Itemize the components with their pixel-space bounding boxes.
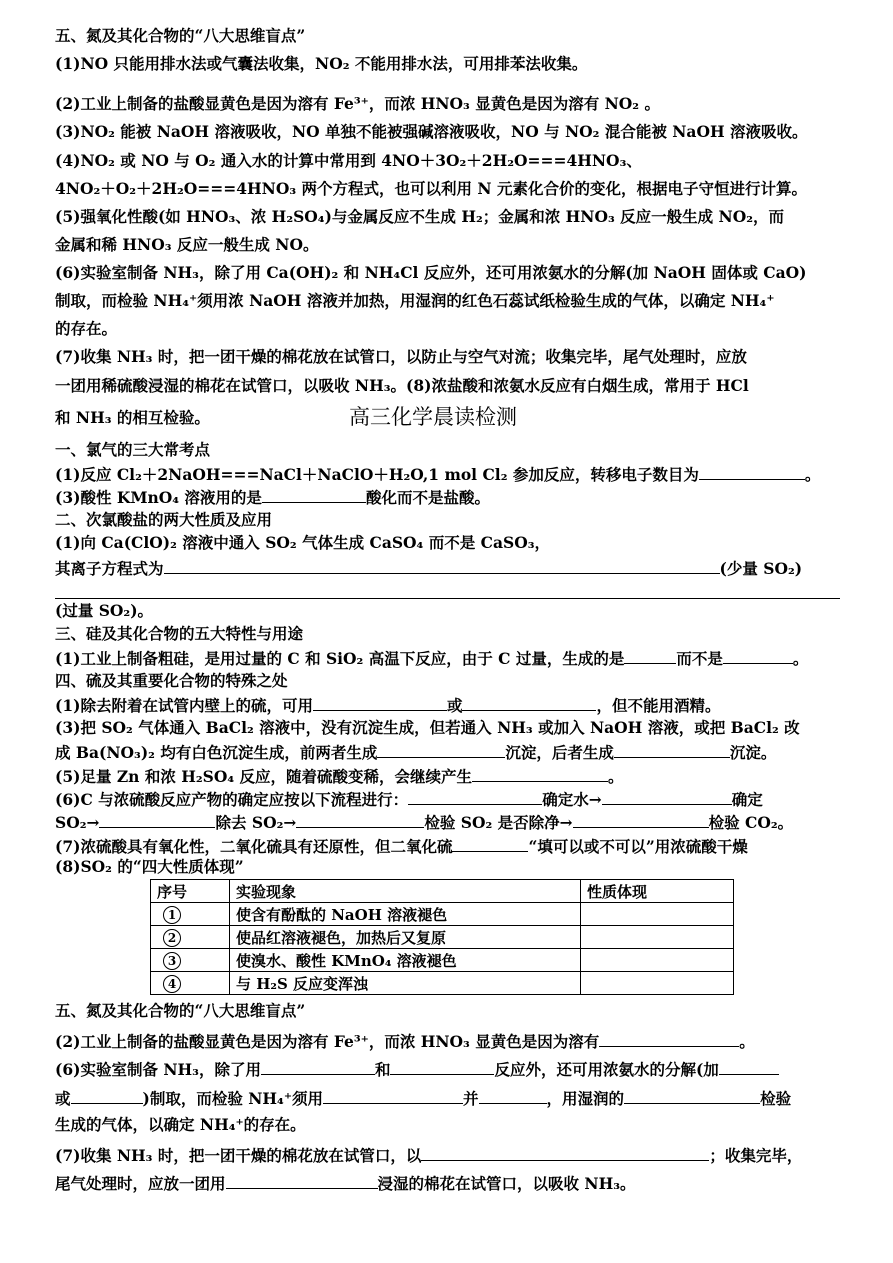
question-text: (1)工业上制备粗硅，是用过量的 C 和 SiO₂ 高温下反应，由于 C 过量，生成的是 — [55, 649, 625, 668]
circled-number: 1 — [163, 906, 181, 924]
answer-blank[interactable] — [699, 463, 805, 480]
text-line: 制取，而检验 NH₄⁺须用浓 NaOH 溶液并加热，用湿润的红色石蕊试纸检验生成的气体，以确定 NH₄⁺ — [55, 291, 775, 310]
question-text: 而不是 — [676, 649, 723, 668]
question-text: “填可以或不可以”用浓硫酸干燥 — [528, 837, 748, 856]
table-row — [151, 926, 734, 949]
question-text: 或 — [55, 1089, 71, 1108]
text-line: (2)工业上制备的盐酸显黄色是因为溶有 Fe³⁺，而浓 HNO₃ 显黄色是因为溶有 NO₂ 。 — [55, 94, 660, 113]
question-line — [55, 1030, 755, 1052]
section-heading: 五、氮及其化合物的“八大思维盲点” — [55, 26, 306, 45]
circled-number: 4 — [163, 975, 181, 993]
text-line: 4NO₂＋O₂＋2H₂O===4HNO₃ 两个方程式，也可以利用 N 元素化合价的变化，根据电子守恒进行计算。 — [55, 179, 807, 198]
answer-blank[interactable] — [462, 694, 596, 711]
text-line: (5)强氧化性酸(如 HNO₃、浓 H₂SO₄)与金属反应不生成 H₂；金属和浓 HNO₃ 反应一般生成 NO₂，而 — [55, 207, 785, 226]
question-text: 检验 — [760, 1089, 792, 1108]
question-text: 沉淀。 — [729, 743, 777, 762]
question-text: (5)足量 Zn 和浓 H₂SO₄ 反应，随着硫酸变稀，会继续产生 — [55, 767, 473, 786]
text-line: (3)把 SO₂ 气体通入 BaCl₂ 溶液中，没有沉淀生成，但若通入 NH₃ 或加入 NaOH 溶液，或把 BaCl₂ 改 — [55, 718, 800, 737]
answer-blank[interactable] — [164, 557, 720, 574]
property-answer-cell[interactable] — [581, 949, 734, 972]
question-text: (少量 SO₂) — [719, 559, 803, 578]
text-line: 和 NH₃ 的相互检验。 — [55, 408, 210, 427]
question-text: (1)反应 Cl₂＋2NaOH===NaCl＋NaClO＋H₂O,1 mol Cl₂ 参加反应，转移电子数目为 — [55, 465, 699, 484]
question-text: 检验 CO₂。 — [708, 813, 794, 832]
text-line: (1)向 Ca(ClO)₂ 溶液中通入 SO₂ 气体生成 CaSO₄ 而不是 CaSO₃， — [55, 533, 551, 552]
property-answer-cell[interactable] — [581, 903, 734, 926]
phenomenon-cell: 使溴水、酸性 KMnO₄ 溶液褪色 — [230, 949, 581, 972]
question-text: (2)工业上制备的盐酸显黄色是因为溶有 Fe³⁺，而浓 HNO₃ 显黄色是因为溶有 — [55, 1032, 600, 1051]
circled-number: 2 — [163, 929, 181, 947]
text-line: 一团用稀硫酸浸湿的棉花在试管口，以吸收 NH₃。(8)浓盐酸和浓氨水反应有白烟生成，常用于 HCl — [55, 376, 749, 395]
table-header: 序号 — [151, 880, 230, 903]
question-line — [55, 1172, 636, 1194]
question-text: 浸湿的棉花在试管口，以吸收 NH₃。 — [377, 1174, 636, 1193]
phenomenon-cell: 使含有酚酞的 NaOH 溶液褪色 — [230, 903, 581, 926]
question-text: 。 — [608, 767, 624, 786]
answer-blank[interactable] — [313, 694, 447, 711]
question-line — [55, 463, 820, 485]
section-heading: 五、氮及其化合物的“八大思维盲点” — [55, 1001, 306, 1020]
phenomenon-cell: 与 H₂S 反应变浑浊 — [230, 972, 581, 995]
question-line — [55, 694, 721, 716]
answer-blank[interactable] — [602, 788, 732, 805]
text-line: (1)NO 只能用排水法或气囊法收集，NO₂ 不能用排水法，可用排苯法收集。 — [55, 54, 588, 73]
question-line — [55, 1058, 779, 1080]
answer-blank[interactable] — [261, 1058, 375, 1075]
answer-blank[interactable] — [390, 1058, 494, 1075]
question-text: 成 Ba(NO₃)₂ 均有白色沉淀生成，前两者生成 — [55, 743, 378, 762]
answer-blank[interactable] — [723, 647, 793, 664]
question-text: 。 — [804, 465, 821, 484]
question-line — [55, 788, 763, 810]
question-text: (7)收集 NH₃ 时，把一团干燥的棉花放在试管口，以 — [55, 1146, 422, 1165]
table-row — [151, 972, 734, 995]
question-text: 尾气处理时，应放一团用 — [55, 1174, 226, 1193]
question-text: 或 — [446, 696, 463, 715]
table-row — [151, 949, 734, 972]
question-text: (6)C 与浓硫酸反应产物的确定应按以下流程进行： — [55, 790, 409, 809]
question-text: ，但不能用酒精。 — [596, 696, 721, 715]
question-text: 。 — [739, 1032, 755, 1051]
text-line: 金属和稀 HNO₃ 反应一般生成 NO。 — [55, 235, 319, 254]
text-line: (过量 SO₂)。 — [55, 601, 154, 620]
answer-blank[interactable] — [296, 811, 424, 828]
question-text: 沉淀，后者生成 — [505, 743, 614, 762]
answer-blank[interactable] — [71, 1087, 143, 1104]
so2-properties-table — [150, 879, 734, 995]
question-text: 酸化而不是盐酸。 — [365, 488, 490, 507]
question-text: 并 — [463, 1089, 479, 1108]
question-text: )制取，而检验 NH₄⁺须用 — [142, 1089, 324, 1108]
table-header-row — [151, 880, 734, 903]
answer-blank[interactable] — [323, 1087, 463, 1104]
answer-blank[interactable] — [479, 1087, 547, 1104]
question-line — [55, 1144, 802, 1166]
row-number-cell — [151, 926, 230, 949]
answer-blank[interactable] — [624, 1087, 760, 1104]
text-line: 生成的气体，以确定 NH₄⁺的存在。 — [55, 1115, 306, 1134]
answer-blank[interactable] — [377, 741, 505, 758]
question-line — [55, 557, 802, 579]
question-text: 。 — [792, 649, 809, 668]
question-text: SO₂→ — [55, 813, 100, 832]
answer-blank[interactable] — [614, 741, 730, 758]
table-header: 性质体现 — [581, 880, 734, 903]
text-line: (4)NO₂ 或 NO 与 O₂ 通入水的计算中常用到 4NO＋3O₂＋2H₂O===4HNO₃、 — [55, 151, 642, 170]
question-text: (1)除去附着在试管内壁上的硫，可用 — [55, 696, 313, 715]
answer-blank[interactable] — [599, 1030, 739, 1047]
question-text: ；收集完毕， — [709, 1146, 803, 1165]
question-text: 其离子方程式为 — [55, 559, 164, 578]
question-line — [55, 1087, 791, 1109]
question-line — [55, 486, 490, 508]
answer-blank[interactable] — [472, 765, 608, 782]
row-number-cell — [151, 903, 230, 926]
question-line — [55, 741, 776, 763]
answer-blank[interactable] — [421, 1144, 709, 1161]
text-line: (3)NO₂ 能被 NaOH 溶液吸收，NO 单独不能被强碱溶液吸收，NO 与 NO₂ 混合能被 NaOH 溶液吸收。 — [55, 122, 808, 141]
row-number-cell — [151, 972, 230, 995]
question-text: 除去 SO₂→ — [215, 813, 297, 832]
question-line — [55, 765, 624, 787]
answer-blank[interactable] — [719, 1058, 779, 1075]
question-text: 确定水→ — [542, 790, 602, 809]
answer-blank[interactable] — [226, 1172, 378, 1189]
answer-blank[interactable] — [452, 835, 528, 852]
question-text: 和 — [374, 1060, 391, 1079]
question-line — [55, 835, 748, 857]
text-line: (6)实验室制备 NH₃，除了用 Ca(OH)₂ 和 NH₄Cl 反应外，还可用浓氨水的分解(加 NaOH 固体或 CaO) — [55, 263, 807, 282]
property-answer-cell[interactable] — [581, 972, 734, 995]
question-text: 确定 — [731, 790, 763, 809]
answer-blank[interactable] — [99, 811, 215, 828]
section-heading: 四、硫及其重要化合物的特殊之处 — [55, 671, 288, 690]
question-text: (3)酸性 KMnO₄ 溶液用的是 — [55, 488, 262, 507]
answer-blank[interactable] — [262, 486, 366, 503]
text-line: 的存在。 — [55, 319, 118, 338]
section-heading: 二、次氯酸盐的两大性质及应用 — [55, 510, 273, 529]
property-answer-cell[interactable] — [581, 926, 734, 949]
section-heading: 一、氯气的三大常考点 — [55, 440, 211, 459]
section-heading: 三、硅及其化合物的五大特性与用途 — [55, 624, 304, 643]
question-text: 检验 SO₂ 是否除净→ — [424, 813, 573, 832]
question-line — [55, 811, 793, 833]
text-line: (8)SO₂ 的“四大性质体现” — [55, 857, 244, 876]
text-line: (7)收集 NH₃ 时，把一团干燥的棉花放在试管口，以防止与空气对流；收集完毕，尾气处理时，应放 — [55, 347, 747, 366]
circled-number: 3 — [163, 952, 181, 970]
table-header: 实验现象 — [230, 880, 581, 903]
question-line — [55, 647, 808, 669]
row-number-cell — [151, 949, 230, 972]
question-text: (6)实验室制备 NH₃，除了用 — [55, 1060, 261, 1079]
answer-blank[interactable] — [408, 788, 542, 805]
page-title: 高三化学晨读检测 — [349, 405, 517, 429]
question-text: ，用湿润的 — [546, 1089, 625, 1108]
answer-blank[interactable] — [573, 811, 709, 828]
answer-blank-full-line[interactable] — [55, 598, 840, 599]
phenomenon-cell: 使品红溶液褪色，加热后又复原 — [230, 926, 581, 949]
answer-blank[interactable] — [624, 647, 676, 664]
table-row — [151, 903, 734, 926]
question-text: (7)浓硫酸具有氧化性，二氧化硫具有还原性，但二氧化硫 — [55, 837, 453, 856]
question-text: 反应外，还可用浓氨水的分解(加 — [494, 1060, 719, 1079]
